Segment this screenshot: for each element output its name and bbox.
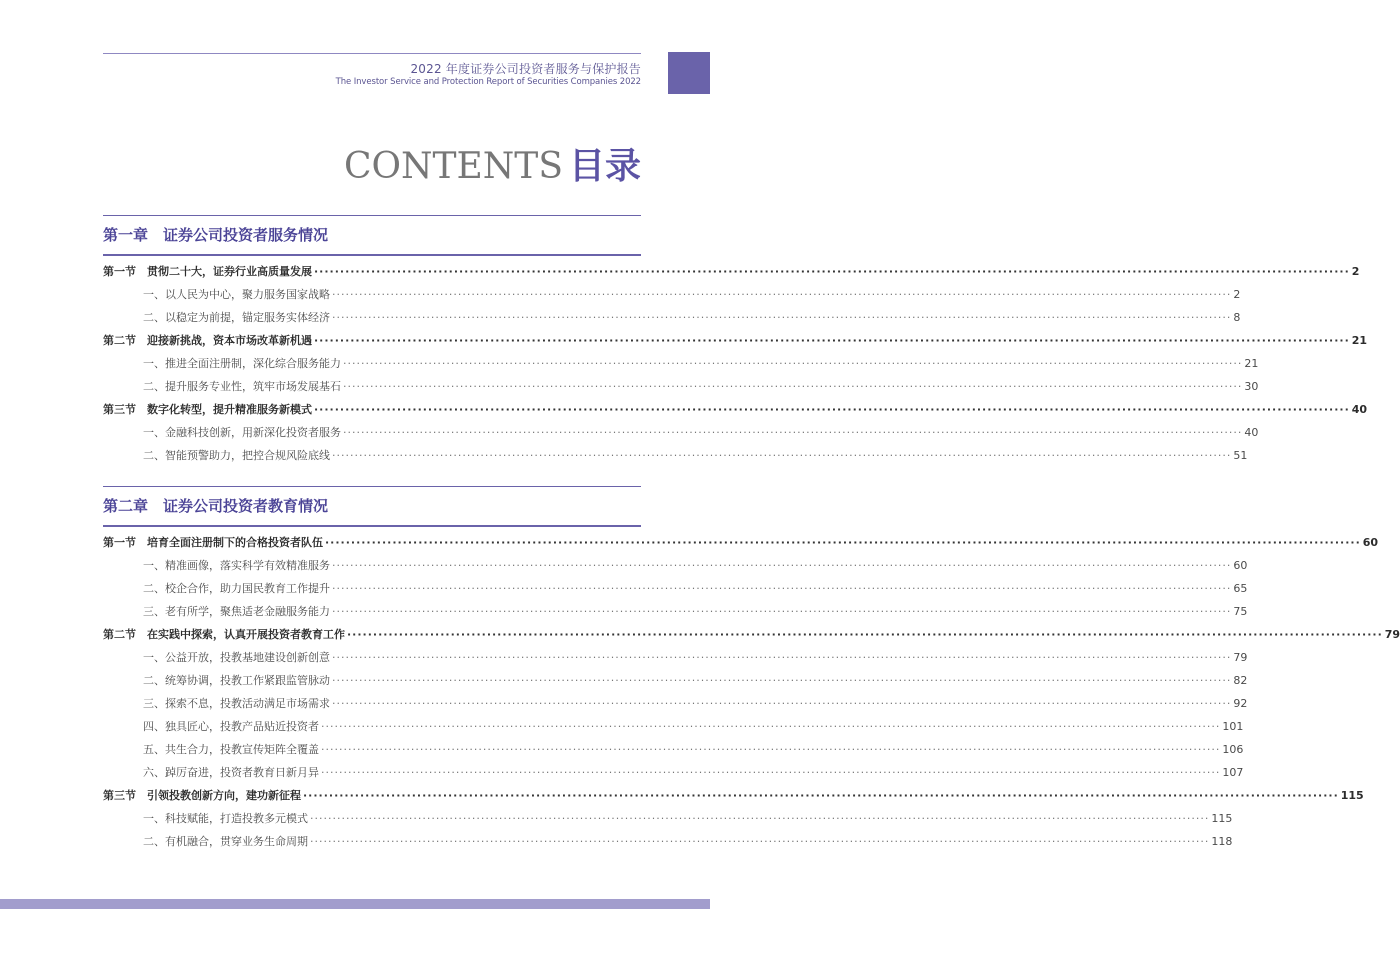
- dot-leader: ········································································································································································································: [343, 380, 1243, 393]
- section-number: 第三节: [103, 403, 136, 416]
- dot-leader: ········································································································································································································: [314, 265, 1350, 278]
- dot-leader: ········································································································································································································: [343, 426, 1243, 439]
- toc-entry-title: 五、共生合力，投教宣传矩阵全覆盖: [143, 743, 319, 756]
- page-number: 2: [1233, 288, 1241, 301]
- page-number: 79: [1384, 628, 1400, 641]
- section-number: 第三节: [103, 789, 136, 802]
- page-number: 60: [1233, 559, 1248, 572]
- contents-heading-en: CONTENTS: [343, 146, 563, 187]
- toc-entry-title: 一、科技赋能，打造投教多元模式: [143, 812, 308, 825]
- toc-entry-title: 一、金融科技创新，用新深化投资者服务: [143, 426, 341, 439]
- toc-entry-title: 二、智能预警助力，把控合规风险底线: [143, 449, 330, 462]
- dot-leader: ········································································································································································································: [332, 559, 1232, 572]
- toc-entry-title: 二、以稳定为前提，锚定服务实体经济: [143, 311, 330, 324]
- toc-item-row[interactable]: [103, 761, 1244, 784]
- toc-entry-title: 在实践中探索，认真开展投资者教育工作: [147, 628, 345, 641]
- contents-heading: [344, 138, 641, 189]
- dot-leader: ········································································································································································································: [332, 697, 1232, 710]
- dot-leader: ········································································································································································································: [332, 605, 1232, 618]
- chapter-1: [103, 215, 1368, 467]
- dot-leader: ········································································································································································································: [321, 766, 1221, 779]
- chapter-rule: [103, 525, 641, 527]
- toc-entry-title: 三、探索不息，投教活动满足市场需求: [143, 697, 330, 710]
- page-number: 60: [1362, 536, 1379, 549]
- toc-section-row[interactable]: [103, 531, 1379, 554]
- page-number: 101: [1222, 720, 1244, 733]
- header-rule: [103, 53, 641, 54]
- toc-section-row[interactable]: [103, 398, 1368, 421]
- page-number: 106: [1222, 743, 1244, 756]
- dot-leader: ········································································································································································································: [332, 449, 1232, 462]
- toc-entry-title: 二、统筹协调，投教工作紧跟监管脉动: [143, 674, 330, 687]
- toc-section-row[interactable]: [103, 260, 1360, 283]
- dot-leader: ········································································································································································································: [314, 403, 1350, 416]
- toc-entry-title: 数字化转型，提升精准服务新模式: [147, 403, 312, 416]
- toc-entry-title: 贯彻二十大，证券行业高质量发展: [147, 265, 312, 278]
- toc-entry-title: 二、有机融合，贯穿业务生命周期: [143, 835, 308, 848]
- dot-leader: ········································································································································································································: [310, 812, 1210, 825]
- dot-leader: ········································································································································································································: [332, 311, 1232, 324]
- toc-item-row[interactable]: [103, 306, 1241, 329]
- page-number: 82: [1233, 674, 1248, 687]
- page-number: 30: [1244, 380, 1259, 393]
- dot-leader: ········································································································································································································: [332, 582, 1232, 595]
- report-title-en: The Investor Service and Protection Report of Securities Companies 2022: [335, 77, 641, 87]
- dot-leader: ········································································································································································································: [321, 743, 1221, 756]
- page-number: 40: [1244, 426, 1259, 439]
- toc-item-row[interactable]: [103, 738, 1244, 761]
- toc-section-row[interactable]: [103, 784, 1364, 807]
- toc-item-row[interactable]: [103, 283, 1241, 306]
- page-number: 115: [1211, 812, 1233, 825]
- toc-entry-title: 一、公益开放，投教基地建设创新创意: [143, 651, 330, 664]
- dot-leader: ········································································································································································································: [314, 334, 1350, 347]
- toc-item-row[interactable]: [103, 421, 1259, 444]
- page-number: 21: [1244, 357, 1259, 370]
- dot-leader: ········································································································································································································: [332, 674, 1232, 687]
- footer-bar: [0, 899, 710, 909]
- toc-section-row[interactable]: [103, 623, 1400, 646]
- toc-entry-title: 四、独具匠心，投教产品贴近投资者: [143, 720, 319, 733]
- dot-leader: ········································································································································································································: [303, 789, 1339, 802]
- toc-entry-title: 二、校企合作，助力国民教育工作提升: [143, 582, 330, 595]
- contents-heading-cn: 目录: [568, 146, 641, 187]
- page-number: 75: [1233, 605, 1248, 618]
- toc-entry-title: 引领投教创新方向，建功新征程: [147, 789, 301, 802]
- toc-item-row[interactable]: [103, 600, 1248, 623]
- toc-item-row[interactable]: [103, 444, 1248, 467]
- toc-section-row[interactable]: [103, 329, 1368, 352]
- dot-leader: ········································································································································································································: [310, 835, 1210, 848]
- toc-item-row[interactable]: [103, 375, 1259, 398]
- corner-tab: [668, 52, 710, 94]
- chapter-rule: [103, 254, 641, 256]
- page-number: 65: [1233, 582, 1248, 595]
- page-number: 115: [1340, 789, 1364, 802]
- dot-leader: ········································································································································································································: [321, 720, 1221, 733]
- toc-item-row[interactable]: [103, 577, 1248, 600]
- toc-entry-title: 六、踔厉奋进，投资者教育日新月异: [143, 766, 319, 779]
- dot-leader: ········································································································································································································: [347, 628, 1383, 641]
- toc-item-row[interactable]: [103, 554, 1248, 577]
- toc-item-row[interactable]: [103, 830, 1233, 853]
- toc-entry-title: 一、推进全面注册制，深化综合服务能力: [143, 357, 341, 370]
- toc-entry-title: 一、精准画像，落实科学有效精准服务: [143, 559, 330, 572]
- toc-item-row[interactable]: [103, 669, 1248, 692]
- page-number: 51: [1233, 449, 1248, 462]
- report-title-cn: 2022 年度证券公司投资者服务与保护报告: [410, 62, 641, 76]
- toc-item-row[interactable]: [103, 692, 1248, 715]
- toc-entry-title: 三、老有所学，聚焦适老金融服务能力: [143, 605, 330, 618]
- dot-leader: ········································································································································································································: [325, 536, 1361, 549]
- section-number: 第一节: [103, 536, 136, 549]
- chapter-2: [103, 486, 1400, 853]
- page-number: 79: [1233, 651, 1248, 664]
- toc-item-row[interactable]: [103, 807, 1233, 830]
- dot-leader: ········································································································································································································: [332, 288, 1232, 301]
- page-number: 2: [1351, 265, 1360, 278]
- section-number: 第二节: [103, 628, 136, 641]
- toc-item-row[interactable]: [103, 646, 1248, 669]
- page-number: 118: [1211, 835, 1233, 848]
- toc-entry-title: 二、提升服务专业性，筑牢市场发展基石: [143, 380, 341, 393]
- toc-entry-title: 一、以人民为中心，聚力服务国家战略: [143, 288, 330, 301]
- section-number: 第二节: [103, 334, 136, 347]
- toc-entry-title: 培育全面注册制下的合格投资者队伍: [147, 536, 323, 549]
- page-number: 40: [1351, 403, 1368, 416]
- page-number: 21: [1351, 334, 1368, 347]
- page-number: 8: [1233, 311, 1241, 324]
- dot-leader: ········································································································································································································: [343, 357, 1243, 370]
- section-number: 第一节: [103, 265, 136, 278]
- toc-item-row[interactable]: [103, 715, 1244, 738]
- dot-leader: ········································································································································································································: [332, 651, 1232, 664]
- toc-entry-title: 迎接新挑战，资本市场改革新机遇: [147, 334, 312, 347]
- toc-item-row[interactable]: [103, 352, 1259, 375]
- chapter-title: 第二章 证券公司投资者教育情况: [103, 497, 329, 515]
- chapter-title: 第一章 证券公司投资者服务情况: [103, 226, 329, 244]
- page-number: 107: [1222, 766, 1244, 779]
- page-number: 92: [1233, 697, 1248, 710]
